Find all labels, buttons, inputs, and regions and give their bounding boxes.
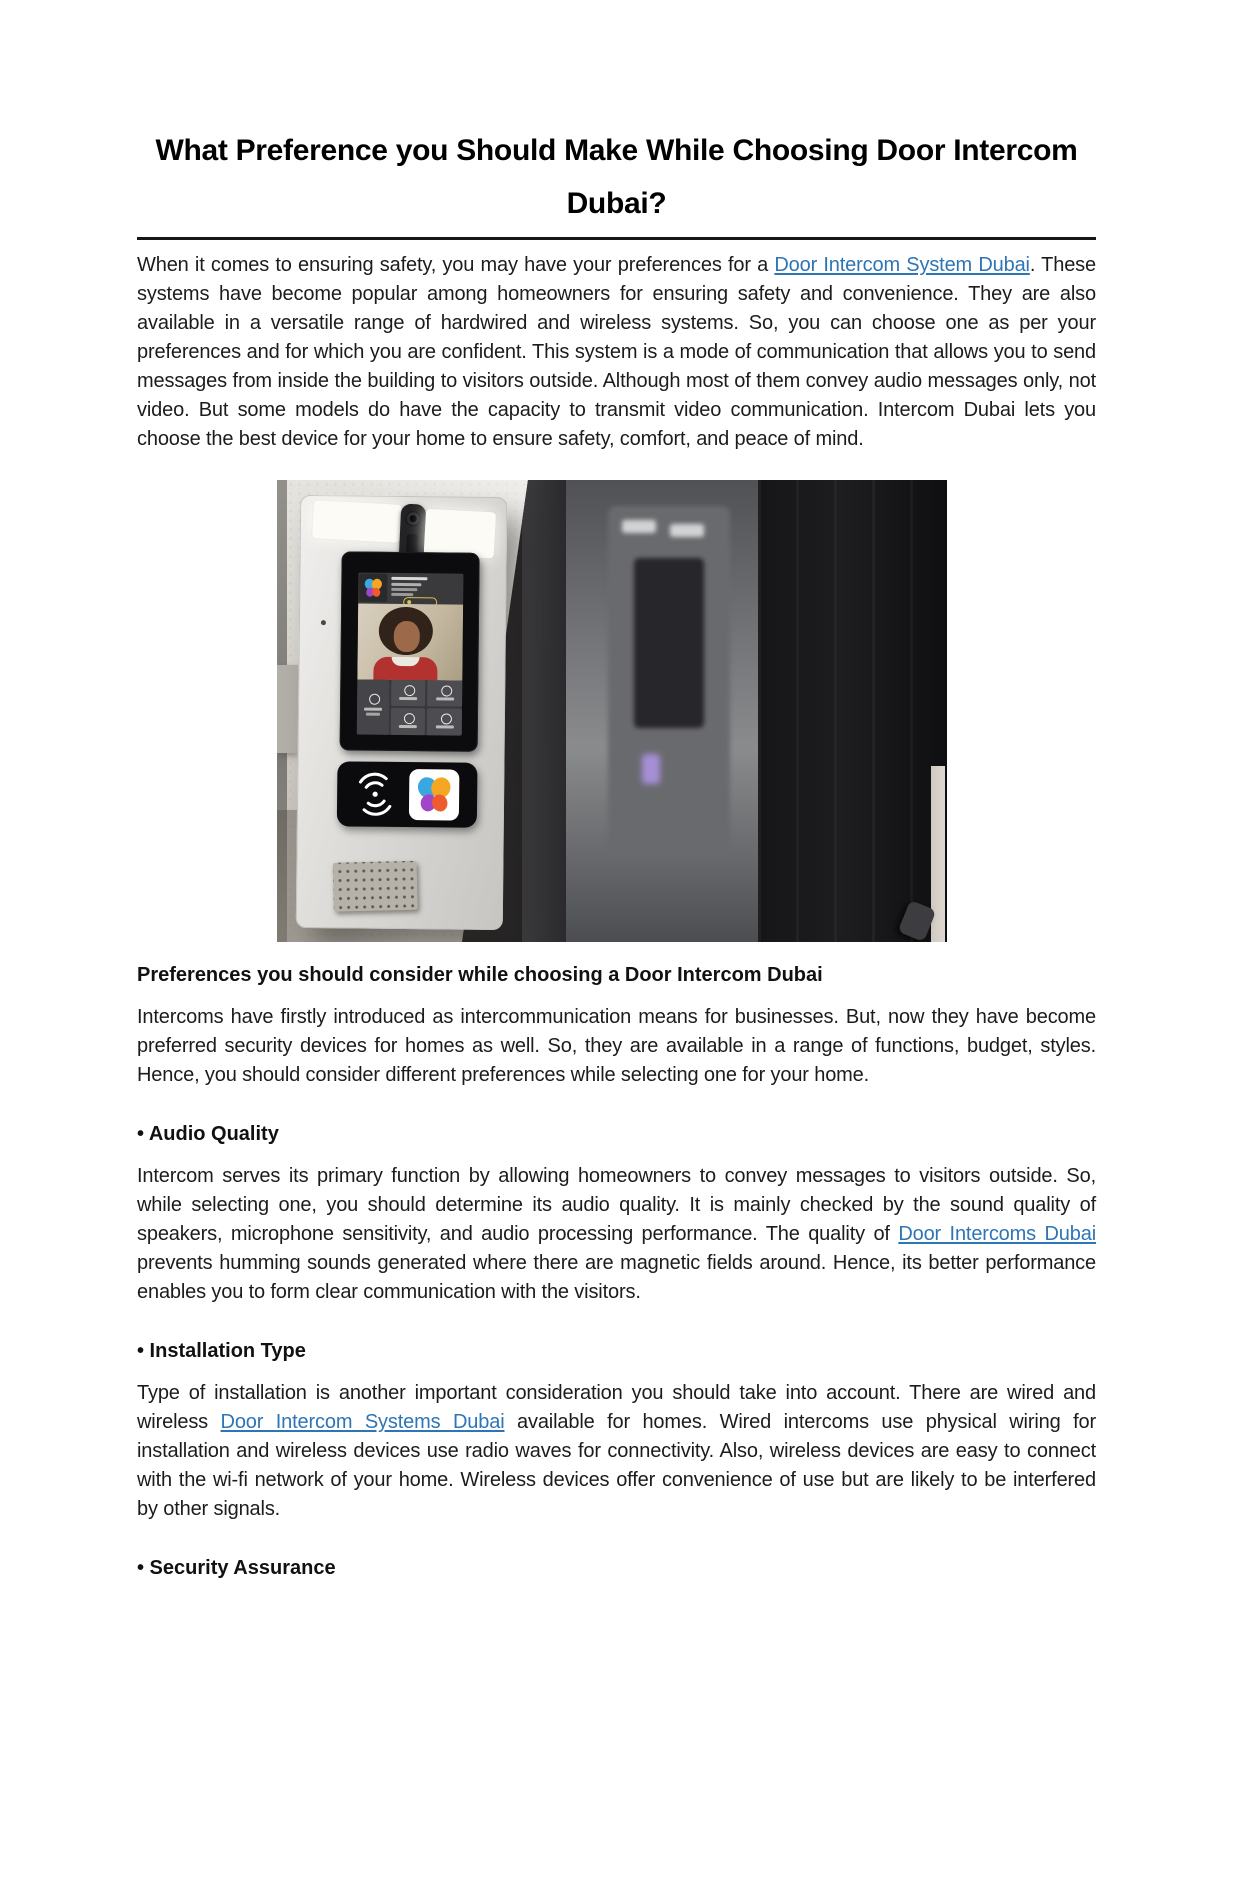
contactless-icon	[352, 767, 398, 821]
menu-tile	[427, 680, 462, 706]
screen-info-text	[391, 576, 461, 603]
tile-label-bar	[399, 697, 417, 700]
screen-bezel	[340, 551, 480, 751]
section-heading-preferences: Preferences you should consider while choosing a Door Intercom Dubai	[137, 964, 823, 986]
sensor-dot	[321, 620, 326, 625]
menu-tile	[391, 708, 425, 735]
menu-tile	[391, 680, 425, 706]
tile-label-bar	[435, 725, 453, 728]
visitor-face	[394, 621, 420, 652]
door-dark-panel	[758, 480, 947, 942]
card-reader-panel	[337, 761, 478, 827]
glass-door	[462, 480, 947, 942]
inline-link[interactable]: Door Intercoms Dubai	[898, 1223, 1096, 1245]
document-content	[137, 124, 1096, 1583]
screen-menu-tiles	[357, 680, 463, 736]
bullet-heading-security-assurance: • Security Assurance	[137, 1557, 336, 1579]
butterflymx-logo-icon	[409, 769, 460, 821]
intercom-photo	[277, 480, 947, 942]
butterflymx-logo-icon	[359, 574, 387, 602]
reflection-glow	[642, 754, 660, 784]
bullet-heading-installation-type: • Installation Type	[137, 1340, 306, 1362]
reflection-light-bar	[670, 524, 704, 537]
tile-icon	[440, 713, 451, 724]
paragraph-installation-type: Type of installation is another important consideration you should take into account. There are wired and wireless Door Intercom Systems Dubai available for homes. Wired intercoms use physical wiring for installation and wireless devices use radio waves for connectivity. Also, wireless devices are easy to connect with the wi-fi network of your home. Wireless devices offer convenience of use but are likely to be interfered by other signals.	[137, 1382, 1096, 1520]
info-line	[391, 593, 413, 596]
visitor-video-feed	[357, 604, 463, 681]
reflection-screen	[634, 558, 704, 728]
info-line	[391, 583, 421, 586]
inline-link[interactable]: Door Intercom Systems Dubai	[220, 1411, 505, 1433]
light-bar-right	[424, 509, 496, 559]
info-line	[391, 588, 417, 591]
tile-label-bar	[364, 708, 382, 711]
paragraph-audio-quality: Intercom serves its primary function by allowing homeowners to convey messages to visitors outside. So, while selecting one, you should determine its audio quality. It is mainly checked by the sound quality of speakers, microphone sensitivity, and audio processing performance. The quality of Door Intercoms Dubai prevents humming sounds generated where there are magnetic fields around. Hence, its better performance enables you to form clear communication with the visitors.	[137, 1165, 1096, 1303]
tile-label-bar	[366, 713, 380, 716]
tile-label-bar	[436, 697, 454, 700]
page-title	[137, 124, 1096, 230]
wall-junction-box	[277, 665, 298, 753]
camera-lens-icon	[406, 512, 420, 526]
braille-plate	[333, 861, 418, 912]
intercom-reflection	[608, 506, 730, 854]
menu-tile	[427, 708, 462, 735]
light-bar-left	[312, 500, 402, 543]
reflection-light-bar	[622, 520, 656, 533]
inline-link[interactable]: Door Intercom System Dubai	[774, 254, 1030, 276]
title-block	[137, 124, 1096, 240]
document-page	[0, 124, 1241, 1878]
paragraph-intro: When it comes to ensuring safety, you may have your preferences for a Door Intercom System Dubai. These systems have become popular among homeowners for ensuring safety and convenience. They are also available in a versatile range of hardwired and wireless systems. So, you can choose one as per your preferences and for which you are confident. This system is a mode of communication that allows you to send messages from inside the building to visitors outside. Although most of them convey audio messages only, not video. But some models do have the capacity to transmit video communication. Intercom Dubai lets you choose the best device for your home to ensure safety, comfort, and peace of mind.	[137, 254, 1096, 450]
door-glass	[566, 480, 758, 942]
bullet-heading-audio-quality: • Audio Quality	[137, 1123, 279, 1145]
menu-tile-directory	[357, 680, 390, 735]
tile-icon	[441, 685, 452, 696]
intercom-device	[296, 495, 508, 930]
tile-icon	[404, 685, 415, 696]
tile-label-bar	[399, 725, 417, 728]
door-frame	[522, 480, 567, 942]
tile-icon	[369, 694, 380, 705]
page-title-line-1: What Preference you Should Make While Choosing Door Intercom	[155, 134, 1078, 167]
tile-icon	[404, 713, 415, 724]
page-title-line-2: Dubai?	[566, 187, 667, 220]
info-line	[391, 577, 427, 580]
touchscreen	[357, 573, 464, 736]
paragraph-preferences-intro: Intercoms have firstly introduced as intercommunication means for businesses. But, now they have become preferred security devices for homes as well. So, they are available in a range of functions, budget, styles. Hence, you should consider different preferences while selecting one for your home.	[137, 1006, 1096, 1086]
